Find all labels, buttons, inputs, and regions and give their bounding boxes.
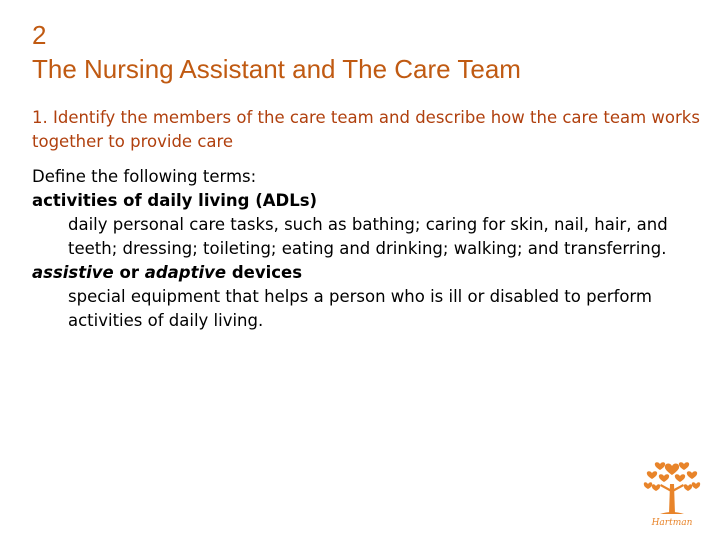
logo-text: Hartman bbox=[651, 518, 693, 528]
chapter-number: 2 bbox=[32, 20, 47, 50]
definition-assistive-devices: special equipment that helps a person who is ill or disabled to perform activities of daily living. bbox=[68, 287, 652, 330]
term-or-word: or bbox=[113, 263, 145, 282]
term-assistive-devices bbox=[32, 261, 712, 285]
learning-objective: 1. Identify the members of the care team and describe how the care team works together to provide care bbox=[32, 108, 700, 151]
slide-heading bbox=[32, 18, 702, 86]
hartman-logo bbox=[640, 456, 704, 530]
heart-tree-icon bbox=[640, 456, 704, 518]
term-adls: activities of daily living (ADLs) bbox=[32, 191, 318, 210]
chapter-title: The Nursing Assistant and The Care Team bbox=[32, 54, 521, 84]
slide-content bbox=[32, 165, 712, 333]
definition-adls: daily personal care tasks, such as bathing; caring for skin, nail, hair, and teeth; dressing; toileting; eating and drinking; walking; and transferring. bbox=[68, 215, 668, 258]
term-assistive-word: assistive bbox=[32, 263, 114, 282]
term-devices-word: devices bbox=[226, 263, 303, 282]
intro-text: Define the following terms: bbox=[32, 167, 257, 186]
term-adaptive-word: adaptive bbox=[144, 263, 227, 282]
